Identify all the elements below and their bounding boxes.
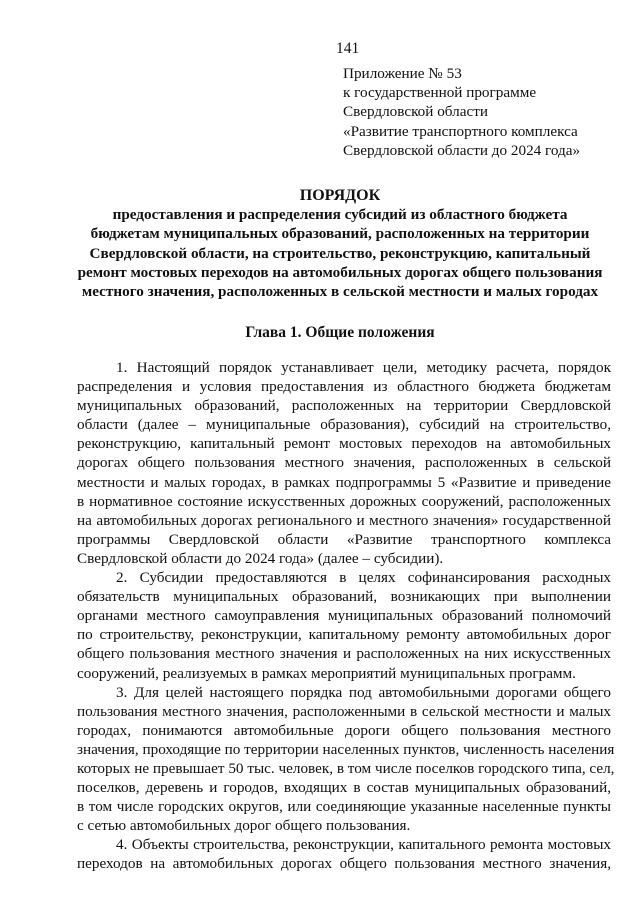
title-line: ремонт мостовых переходов на автомобильных дорогах общего пользования xyxy=(77,263,603,281)
paragraph-line: обязательств муниципальных образований, возникающих при выполнении xyxy=(77,588,611,606)
paragraph-line: 1. Настоящий порядок устанавливает цели, методику расчета, порядок xyxy=(116,359,611,376)
paragraph-line: дорогах общего пользования местного значения, расположенных в сельской xyxy=(77,454,611,472)
paragraph-line: переходов на автомобильных дорогах общего пользования местного значения, xyxy=(77,855,611,873)
page-number: 141 xyxy=(336,40,360,57)
title-line: Свердловской области, на строительство, реконструкцию, капитальный xyxy=(89,244,591,262)
paragraph-line: на автомобильных дорогах регионального и местного значения» государственной xyxy=(77,511,611,529)
title-line: предоставления и распределения субсидий из областного бюджета xyxy=(112,206,568,224)
paragraph-line: программы Свердловской области «Развитие транспортного комплекса xyxy=(77,530,611,548)
appendix-line: к государственной программе xyxy=(343,84,537,102)
title-line: бюджетам муниципальных образований, расположенных на территории xyxy=(90,225,590,243)
appendix-line: Свердловской области xyxy=(343,103,488,121)
paragraph xyxy=(77,568,611,683)
paragraph-line: значения, проходящие по территории населенных пунктов, численность населения xyxy=(77,740,615,758)
appendix-header xyxy=(343,64,623,160)
paragraph-line: по строительству, реконструкции, капитальному ремонту автомобильных дорог xyxy=(77,626,611,644)
paragraph-line: в нормативное состояние искусственных дорожных сооружений, расположенных xyxy=(77,492,611,510)
chapter-heading: Глава 1. Общие положения xyxy=(245,324,435,341)
paragraph-line: которых не превышает 50 тыс. человек, в том числе поселков городского типа, сел, xyxy=(77,759,615,777)
paragraph-line: общего пользования местного значения и расположенных на них искусственных xyxy=(77,645,611,663)
paragraph-line: в том числе городских округов, или соединяющие указанные населенные пункты xyxy=(77,798,611,816)
title-subtitle xyxy=(68,205,612,301)
paragraph-line: 2. Субсидии предоставляются в целях софинансирования расходных xyxy=(116,569,611,587)
paragraph-line: городах, понимаются автомобильные дороги общего пользования местного xyxy=(77,721,611,739)
paragraph-line: с сетью автомобильных дорог общего пользования. xyxy=(77,817,411,835)
paragraph xyxy=(77,835,611,873)
document-title xyxy=(68,186,612,301)
paragraph-line: пользования местного значения, расположенными в сельской местности и малых xyxy=(77,702,611,720)
body-text xyxy=(77,358,615,874)
title-main: ПОРЯДОК xyxy=(299,187,381,204)
paragraph-line: реконструкцию, капитальный ремонт мостовых переходов на автомобильных xyxy=(77,435,611,453)
paragraph xyxy=(77,683,615,836)
title-line: местного значения, расположенных в сельской местности и малых городах xyxy=(81,283,599,301)
paragraph-line: 4. Объекты строительства, реконструкции, капитального ремонта мостовых xyxy=(116,836,611,854)
appendix-line: Приложение № 53 xyxy=(343,65,462,82)
paragraph-line: сооружений, реализуемых в рамках мероприятий муниципальных программ. xyxy=(77,664,576,682)
paragraph-line: органами местного самоуправления муниципальных образований полномочий xyxy=(77,607,611,625)
appendix-line: Свердловской области до 2024 года» xyxy=(343,141,581,159)
paragraph xyxy=(77,358,611,568)
paragraph-line: местности и малых городах, в рамках подпрограммы 5 «Развитие и приведение xyxy=(77,473,611,491)
paragraph-line: области (далее – муниципальные образования), субсидий на строительство, xyxy=(77,416,611,434)
paragraph-line: 3. Для целей настоящего порядка под автомобильными дорогами общего xyxy=(116,683,611,701)
paragraph-line: Свердловской области до 2024 года» (далее – субсидии). xyxy=(77,549,444,567)
paragraph-line: муниципальных образований, расположенных на территории Свердловской xyxy=(77,397,611,415)
appendix-line: «Развитие транспортного комплекса xyxy=(343,122,578,140)
paragraph-line: поселков, деревень и городов, входящих в состав муниципальных образований, xyxy=(77,779,611,797)
paragraph-line: распределения и условия предоставления из областного бюджета бюджетам xyxy=(77,378,611,396)
